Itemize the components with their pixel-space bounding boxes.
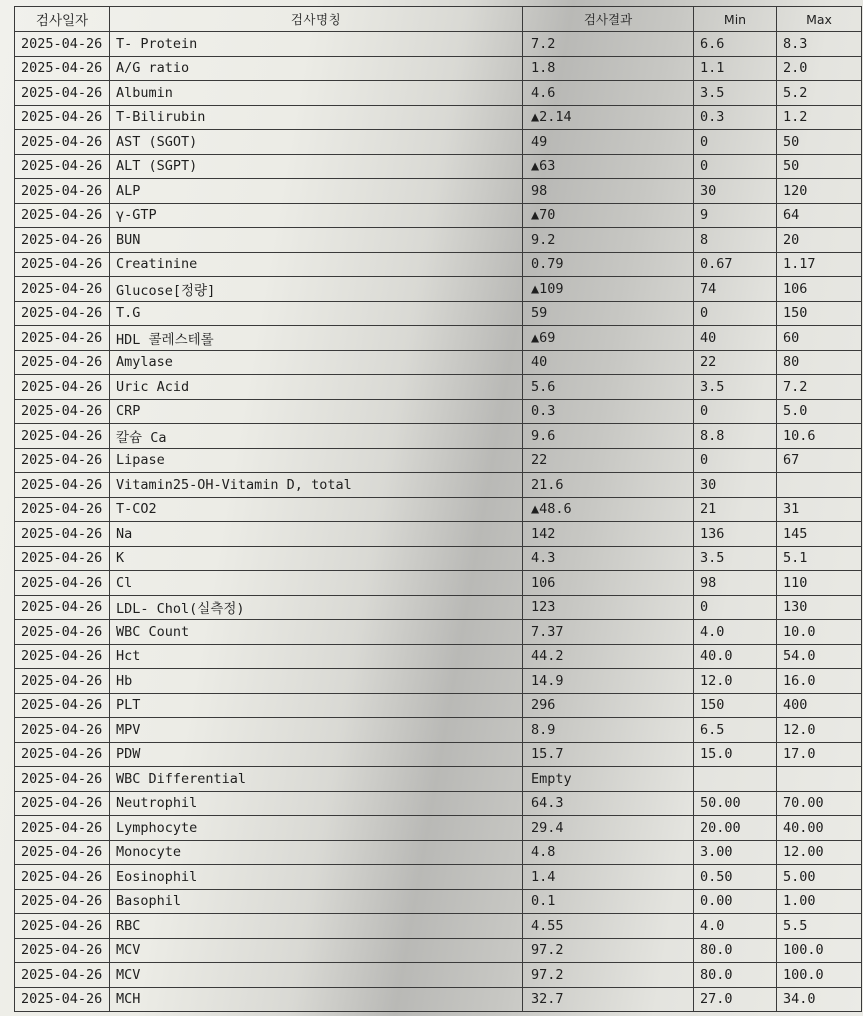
cell-min: 0.67 — [694, 252, 777, 277]
table-row — [15, 522, 862, 547]
cell-max: 70.00 — [777, 791, 862, 816]
cell-min: 20.00 — [694, 816, 777, 841]
cell-date: 2025-04-26 — [15, 987, 110, 1012]
cell-test-name: ALP — [110, 179, 523, 204]
cell-min: 0.3 — [694, 105, 777, 130]
cell-min: 6.6 — [694, 32, 777, 57]
cell-date: 2025-04-26 — [15, 424, 110, 449]
cell-result: 8.9 — [523, 718, 694, 743]
cell-min: 0.00 — [694, 889, 777, 914]
table-row — [15, 718, 862, 743]
cell-date: 2025-04-26 — [15, 571, 110, 596]
cell-min: 21 — [694, 497, 777, 522]
cell-max: 5.1 — [777, 546, 862, 571]
cell-test-name: Monocyte — [110, 840, 523, 865]
cell-min: 3.5 — [694, 546, 777, 571]
cell-max — [777, 473, 862, 498]
cell-test-name: ALT (SGPT) — [110, 154, 523, 179]
cell-date: 2025-04-26 — [15, 277, 110, 302]
cell-max: 31 — [777, 497, 862, 522]
cell-result: 0.79 — [523, 252, 694, 277]
cell-max: 60 — [777, 326, 862, 351]
cell-max: 17.0 — [777, 742, 862, 767]
cell-date: 2025-04-26 — [15, 130, 110, 155]
cell-result: 296 — [523, 693, 694, 718]
cell-date: 2025-04-26 — [15, 375, 110, 400]
cell-min: 30 — [694, 179, 777, 204]
cell-min: 0 — [694, 130, 777, 155]
cell-min — [694, 767, 777, 792]
cell-min: 0 — [694, 301, 777, 326]
cell-test-name: Eosinophil — [110, 865, 523, 890]
table-row — [15, 987, 862, 1012]
cell-result: 49 — [523, 130, 694, 155]
cell-result: 32.7 — [523, 987, 694, 1012]
table-row — [15, 203, 862, 228]
cell-max — [777, 767, 862, 792]
cell-min: 80.0 — [694, 938, 777, 963]
cell-result: ▲70 — [523, 203, 694, 228]
table-row — [15, 301, 862, 326]
cell-result: ▲2.14 — [523, 105, 694, 130]
cell-date: 2025-04-26 — [15, 497, 110, 522]
cell-test-name: Uric Acid — [110, 375, 523, 400]
cell-test-name: Glucose[정량] — [110, 277, 523, 302]
cell-max: 10.0 — [777, 620, 862, 645]
cell-date: 2025-04-26 — [15, 620, 110, 645]
table-row — [15, 130, 862, 155]
table-row — [15, 399, 862, 424]
header-row — [15, 7, 862, 32]
table-row — [15, 620, 862, 645]
table-header — [15, 7, 862, 32]
cell-date: 2025-04-26 — [15, 56, 110, 81]
cell-result: 59 — [523, 301, 694, 326]
cell-result: 142 — [523, 522, 694, 547]
cell-date: 2025-04-26 — [15, 718, 110, 743]
cell-date: 2025-04-26 — [15, 105, 110, 130]
cell-min: 8.8 — [694, 424, 777, 449]
cell-test-name: Hct — [110, 644, 523, 669]
cell-result: 21.6 — [523, 473, 694, 498]
cell-min: 8 — [694, 228, 777, 253]
table-row — [15, 938, 862, 963]
table-row — [15, 767, 862, 792]
cell-test-name: Amylase — [110, 350, 523, 375]
cell-min: 4.0 — [694, 620, 777, 645]
cell-test-name: Neutrophil — [110, 791, 523, 816]
table-row — [15, 669, 862, 694]
cell-result: 9.2 — [523, 228, 694, 253]
cell-min: 3.5 — [694, 81, 777, 106]
cell-max: 50 — [777, 130, 862, 155]
cell-min: 22 — [694, 350, 777, 375]
cell-date: 2025-04-26 — [15, 203, 110, 228]
cell-result: 44.2 — [523, 644, 694, 669]
table-row — [15, 473, 862, 498]
table-row — [15, 350, 862, 375]
table-row — [15, 546, 862, 571]
table-row — [15, 889, 862, 914]
cell-test-name: K — [110, 546, 523, 571]
cell-test-name: PLT — [110, 693, 523, 718]
cell-result: 7.2 — [523, 32, 694, 57]
cell-date: 2025-04-26 — [15, 522, 110, 547]
cell-min: 1.1 — [694, 56, 777, 81]
cell-result: 1.4 — [523, 865, 694, 890]
cell-min: 3.00 — [694, 840, 777, 865]
table-row — [15, 963, 862, 988]
cell-test-name: Vitamin25-OH-Vitamin D, total — [110, 473, 523, 498]
cell-result: Empty — [523, 767, 694, 792]
cell-max: 50 — [777, 154, 862, 179]
table-row — [15, 424, 862, 449]
lab-results-table — [14, 6, 862, 1012]
cell-date: 2025-04-26 — [15, 914, 110, 939]
cell-max: 1.2 — [777, 105, 862, 130]
table-row — [15, 252, 862, 277]
cell-min: 150 — [694, 693, 777, 718]
cell-test-name: MCV — [110, 963, 523, 988]
cell-date: 2025-04-26 — [15, 252, 110, 277]
cell-max: 400 — [777, 693, 862, 718]
table-row — [15, 375, 862, 400]
cell-result: ▲69 — [523, 326, 694, 351]
cell-max: 5.2 — [777, 81, 862, 106]
header-test-name: 검사명칭 — [110, 7, 523, 32]
cell-test-name: 칼슘 Ca — [110, 424, 523, 449]
cell-max: 145 — [777, 522, 862, 547]
cell-date: 2025-04-26 — [15, 963, 110, 988]
cell-min: 6.5 — [694, 718, 777, 743]
cell-test-name: Albumin — [110, 81, 523, 106]
table-row — [15, 816, 862, 841]
cell-test-name: WBC Count — [110, 620, 523, 645]
cell-date: 2025-04-26 — [15, 865, 110, 890]
cell-max: 12.00 — [777, 840, 862, 865]
cell-max: 7.2 — [777, 375, 862, 400]
cell-test-name: Creatinine — [110, 252, 523, 277]
cell-result: 29.4 — [523, 816, 694, 841]
cell-date: 2025-04-26 — [15, 816, 110, 841]
cell-date: 2025-04-26 — [15, 669, 110, 694]
table-row — [15, 693, 862, 718]
cell-test-name: MCV — [110, 938, 523, 963]
cell-result: 9.6 — [523, 424, 694, 449]
cell-test-name: Cl — [110, 571, 523, 596]
cell-max: 150 — [777, 301, 862, 326]
cell-max: 8.3 — [777, 32, 862, 57]
cell-min: 0.50 — [694, 865, 777, 890]
cell-date: 2025-04-26 — [15, 399, 110, 424]
cell-date: 2025-04-26 — [15, 473, 110, 498]
cell-result: 4.55 — [523, 914, 694, 939]
cell-test-name: Hb — [110, 669, 523, 694]
cell-test-name: γ-GTP — [110, 203, 523, 228]
cell-result: 7.37 — [523, 620, 694, 645]
header-max: Max — [777, 7, 862, 32]
cell-result: 15.7 — [523, 742, 694, 767]
cell-result: 4.6 — [523, 81, 694, 106]
cell-min: 0 — [694, 399, 777, 424]
cell-test-name: T-Bilirubin — [110, 105, 523, 130]
cell-date: 2025-04-26 — [15, 32, 110, 57]
cell-min: 74 — [694, 277, 777, 302]
cell-max: 2.0 — [777, 56, 862, 81]
cell-result: 0.1 — [523, 889, 694, 914]
cell-result: 14.9 — [523, 669, 694, 694]
table-body — [15, 32, 862, 1012]
cell-max: 16.0 — [777, 669, 862, 694]
cell-date: 2025-04-26 — [15, 840, 110, 865]
cell-min: 40.0 — [694, 644, 777, 669]
cell-min: 0 — [694, 595, 777, 620]
table-row — [15, 497, 862, 522]
table-row — [15, 326, 862, 351]
table-row — [15, 791, 862, 816]
table-row — [15, 865, 862, 890]
header-min: Min — [694, 7, 777, 32]
cell-result: 5.6 — [523, 375, 694, 400]
cell-max: 110 — [777, 571, 862, 596]
cell-result: 97.2 — [523, 963, 694, 988]
cell-min: 15.0 — [694, 742, 777, 767]
cell-test-name: CRP — [110, 399, 523, 424]
table-row — [15, 56, 862, 81]
cell-test-name: AST (SGOT) — [110, 130, 523, 155]
cell-test-name: MPV — [110, 718, 523, 743]
cell-result: 123 — [523, 595, 694, 620]
table-row — [15, 154, 862, 179]
cell-date: 2025-04-26 — [15, 889, 110, 914]
table-row — [15, 448, 862, 473]
cell-date: 2025-04-26 — [15, 546, 110, 571]
cell-max: 5.00 — [777, 865, 862, 890]
cell-date: 2025-04-26 — [15, 938, 110, 963]
cell-max: 1.17 — [777, 252, 862, 277]
cell-result: 106 — [523, 571, 694, 596]
cell-min: 9 — [694, 203, 777, 228]
cell-test-name: PDW — [110, 742, 523, 767]
cell-max: 130 — [777, 595, 862, 620]
cell-max: 100.0 — [777, 963, 862, 988]
cell-result: 4.3 — [523, 546, 694, 571]
table-row — [15, 595, 862, 620]
cell-result: 4.8 — [523, 840, 694, 865]
cell-max: 34.0 — [777, 987, 862, 1012]
table-row — [15, 840, 862, 865]
header-result: 검사결과 — [523, 7, 694, 32]
cell-max: 5.5 — [777, 914, 862, 939]
cell-date: 2025-04-26 — [15, 448, 110, 473]
cell-result: ▲109 — [523, 277, 694, 302]
cell-max: 100.0 — [777, 938, 862, 963]
cell-date: 2025-04-26 — [15, 228, 110, 253]
cell-min: 4.0 — [694, 914, 777, 939]
cell-min: 80.0 — [694, 963, 777, 988]
table-row — [15, 644, 862, 669]
cell-min: 27.0 — [694, 987, 777, 1012]
table-row — [15, 81, 862, 106]
cell-test-name: LDL- Chol(실측정) — [110, 595, 523, 620]
cell-result: 97.2 — [523, 938, 694, 963]
table-row — [15, 32, 862, 57]
cell-min: 0 — [694, 154, 777, 179]
cell-date: 2025-04-26 — [15, 350, 110, 375]
cell-result: 64.3 — [523, 791, 694, 816]
table-row — [15, 571, 862, 596]
cell-max: 40.00 — [777, 816, 862, 841]
cell-date: 2025-04-26 — [15, 301, 110, 326]
table-row — [15, 277, 862, 302]
cell-test-name: WBC Differential — [110, 767, 523, 792]
cell-max: 5.0 — [777, 399, 862, 424]
cell-test-name: Lipase — [110, 448, 523, 473]
cell-date: 2025-04-26 — [15, 767, 110, 792]
cell-result: 1.8 — [523, 56, 694, 81]
cell-test-name: Basophil — [110, 889, 523, 914]
cell-max: 80 — [777, 350, 862, 375]
cell-date: 2025-04-26 — [15, 179, 110, 204]
table-row — [15, 742, 862, 767]
cell-date: 2025-04-26 — [15, 693, 110, 718]
cell-test-name: Lymphocyte — [110, 816, 523, 841]
cell-test-name: RBC — [110, 914, 523, 939]
cell-max: 12.0 — [777, 718, 862, 743]
cell-date: 2025-04-26 — [15, 791, 110, 816]
cell-min: 136 — [694, 522, 777, 547]
cell-min: 0 — [694, 448, 777, 473]
cell-date: 2025-04-26 — [15, 326, 110, 351]
cell-result: 0.3 — [523, 399, 694, 424]
cell-result: ▲48.6 — [523, 497, 694, 522]
cell-min: 50.00 — [694, 791, 777, 816]
cell-test-name: T- Protein — [110, 32, 523, 57]
cell-result: 22 — [523, 448, 694, 473]
table-row — [15, 914, 862, 939]
cell-date: 2025-04-26 — [15, 154, 110, 179]
cell-date: 2025-04-26 — [15, 595, 110, 620]
cell-min: 12.0 — [694, 669, 777, 694]
cell-max: 67 — [777, 448, 862, 473]
cell-result: ▲63 — [523, 154, 694, 179]
cell-test-name: BUN — [110, 228, 523, 253]
cell-max: 20 — [777, 228, 862, 253]
header-date: 검사일자 — [15, 7, 110, 32]
cell-test-name: A/G ratio — [110, 56, 523, 81]
cell-test-name: Na — [110, 522, 523, 547]
cell-result: 98 — [523, 179, 694, 204]
cell-max: 64 — [777, 203, 862, 228]
cell-max: 1.00 — [777, 889, 862, 914]
table-row — [15, 228, 862, 253]
cell-test-name: HDL 콜레스테롤 — [110, 326, 523, 351]
cell-date: 2025-04-26 — [15, 742, 110, 767]
table-row — [15, 179, 862, 204]
cell-result: 40 — [523, 350, 694, 375]
cell-max: 10.6 — [777, 424, 862, 449]
cell-date: 2025-04-26 — [15, 644, 110, 669]
cell-max: 120 — [777, 179, 862, 204]
cell-test-name: T.G — [110, 301, 523, 326]
cell-date: 2025-04-26 — [15, 81, 110, 106]
table-row — [15, 105, 862, 130]
cell-test-name: T-CO2 — [110, 497, 523, 522]
cell-min: 3.5 — [694, 375, 777, 400]
cell-min: 40 — [694, 326, 777, 351]
cell-test-name: MCH — [110, 987, 523, 1012]
cell-min: 98 — [694, 571, 777, 596]
cell-max: 106 — [777, 277, 862, 302]
cell-max: 54.0 — [777, 644, 862, 669]
cell-min: 30 — [694, 473, 777, 498]
